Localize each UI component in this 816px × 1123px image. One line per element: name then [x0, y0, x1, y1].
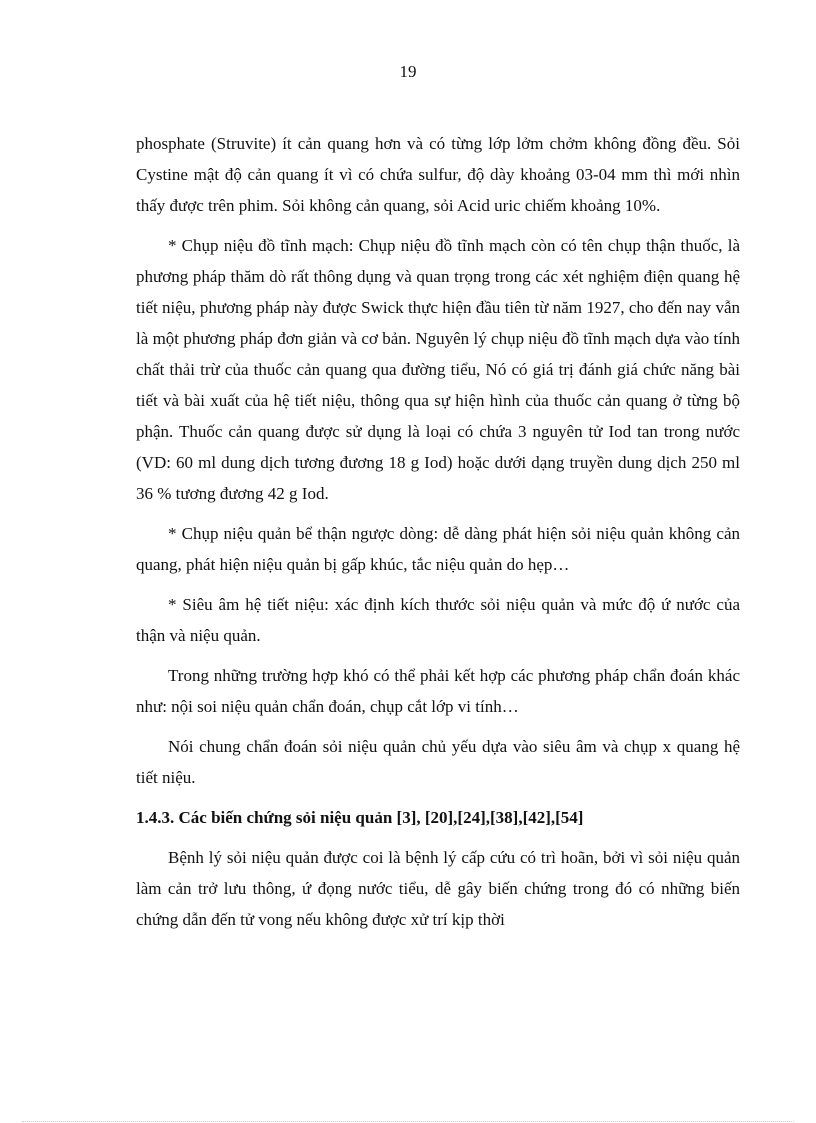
paragraph-ultrasound: * Siêu âm hệ tiết niệu: xác định kích thước sỏi niệu quản và mức độ ứ nước của thận và niệu quản. [136, 595, 740, 645]
paragraph-combined-methods: Trong những trường hợp khó có thể phải kết hợp các phương pháp chẩn đoán khác như: nội soi niệu quản chẩn đoán, chụp cắt lớp vi tính… [136, 666, 740, 716]
paragraph-intro: phosphate (Struvite) ít cản quang hơn và có từng lớp lởm chởm không đồng đều. Sỏi Cystine mật độ cản quang ít vì có chứa sulfur, độ dày khoảng 03-04 mm thì mới nhìn thấy được trên phim. Sỏi không cản quang, sỏi Acid uric chiếm khoảng 10%. [136, 134, 740, 215]
paragraph-complications: Bệnh lý sỏi niệu quản được coi là bệnh lý cấp cứu có trì hoãn, bởi vì sỏi niệu quản làm cản trở lưu thông, ứ đọng nước tiểu, dễ gây biến chứng trong đó có những biến chứng dẫn đến tử vong nếu không được xử trí kịp thời [136, 848, 740, 929]
paragraph-summary: Nói chung chẩn đoán sỏi niệu quản chủ yếu dựa vào siêu âm và chụp x quang hệ tiết niệu. [136, 737, 740, 787]
footer-divider [22, 1121, 794, 1122]
page-number: 19 [399, 62, 417, 81]
page-content [136, 128, 740, 944]
paragraph-iv-urography: * Chụp niệu đồ tĩnh mạch: Chụp niệu đồ tĩnh mạch còn có tên chụp thận thuốc, là phương pháp thăm dò rất thông dụng và quan trọng trong các xét nghiệm điện quang hệ tiết niệu, phương pháp này được Swick thực hiện đầu tiên từ năm 1927, cho đến nay vẫn là một phương pháp đơn giản và cơ bản. Nguyên lý chụp niệu đồ tĩnh mạch dựa vào tính chất thải trừ của thuốc cản quang qua đường tiểu, Nó có giá trị đánh giá chức năng bài tiết và bài xuất của hệ tiết niệu, thông qua sự hiện hình của thuốc cản quang ở từng bộ phận. Thuốc cản quang được sử dụng là loại có chứa 3 nguyên tử Iod tan trong nước (VD: 60 ml dung dịch tương đương 18 g Iod) hoặc dưới dạng truyền dung dịch 250 ml 36 % tương đương 42 g Iod. [136, 236, 740, 503]
section-heading: 1.4.3. Các biến chứng sỏi niệu quản [3], [20],[24],[38],[42],[54] [136, 808, 584, 827]
paragraph-retrograde-pyelography: * Chụp niệu quản bể thận ngược dòng: dễ dàng phát hiện sỏi niệu quản không cản quang, phát hiện niệu quản bị gấp khúc, tắc niệu quản do hẹp… [136, 524, 740, 574]
